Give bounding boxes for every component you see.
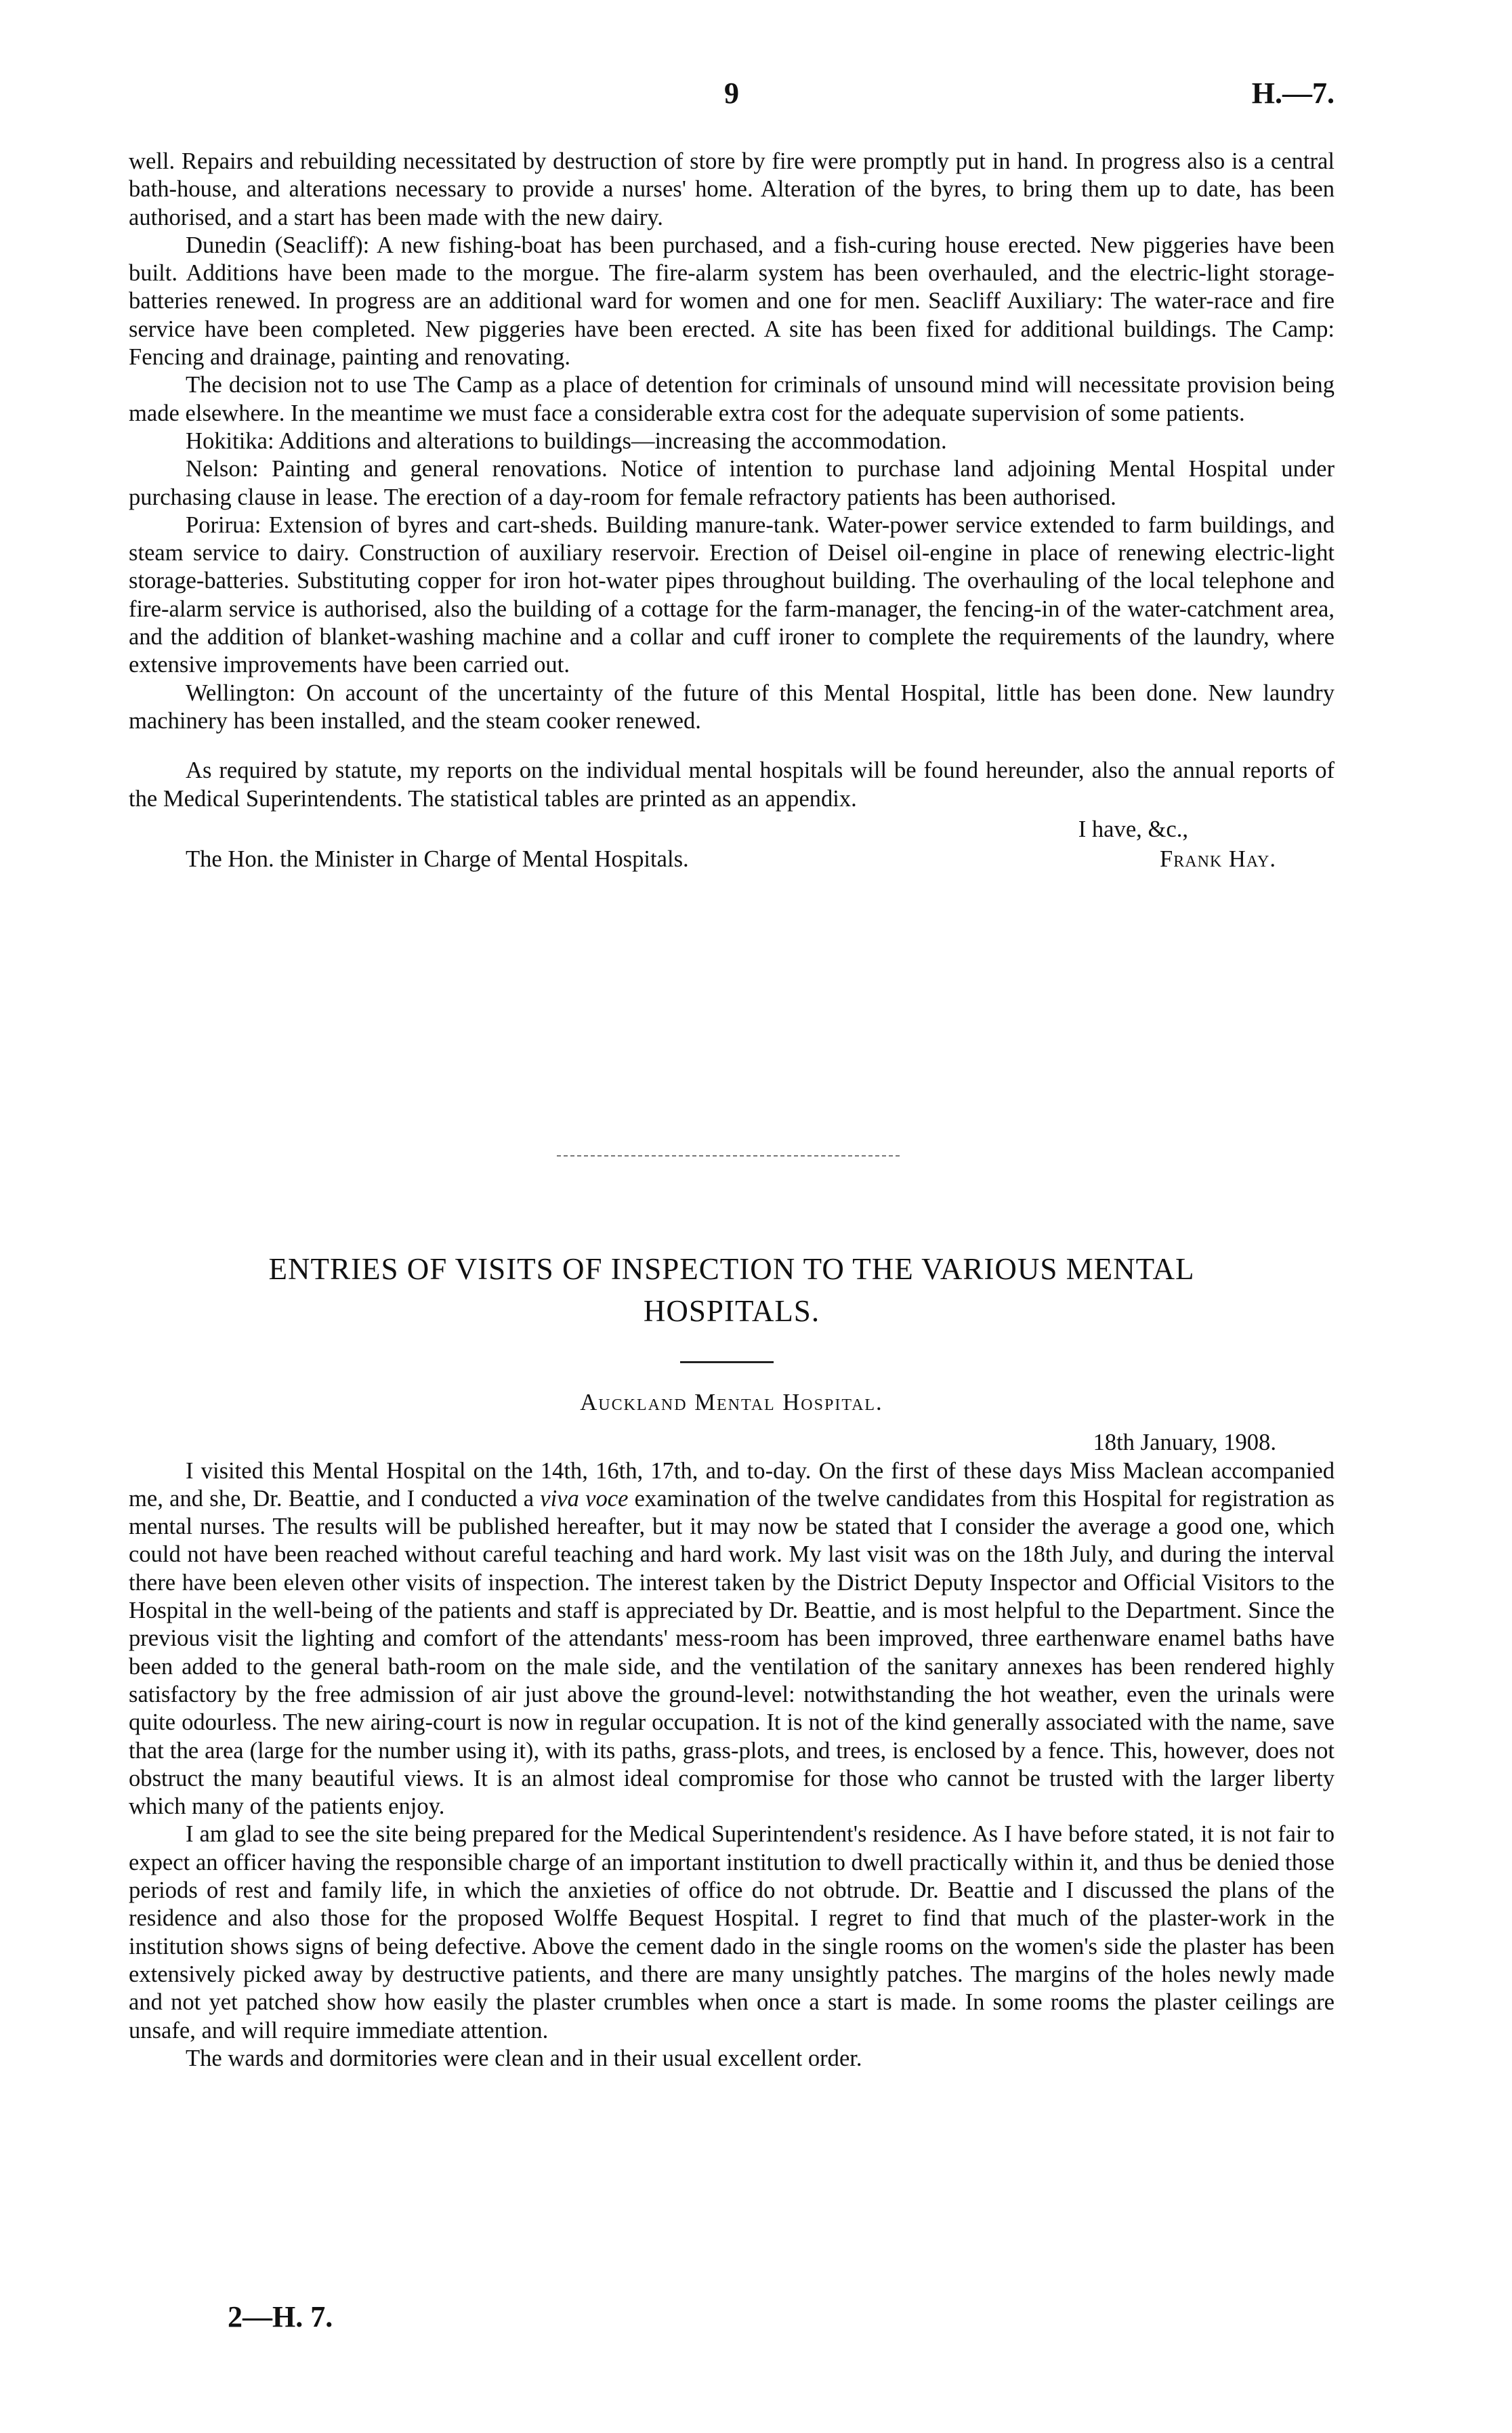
- paragraph-text: On account of the uncertainty of the future of this Mental Hospital, little has been done. New laundry machinery has been installed, and the steam cooker renewed.: [129, 680, 1335, 734]
- paragraph-text: I am glad to see the site being prepared for the Medical Superintendent's residence. As I have before stated, it is not fair to expect an officer having the responsible charge of an important institution to dwell practically within it, and thus be denied those periods of rest and family life, in which the anxieties of office do not obtrude. Dr. Beattie and I discussed the plans of the residence and also those for the proposed Wolffe Bequest Hospital. I regret to find that much of the plaster-work in the institution shows signs of being defective. Above the cement dado in the single rooms on the women's side the plaster has been extensively picked away by destructive patients, and there are many unsightly patches. The margins of the holes newly made and not yet patched show how easily the plaster crumbles when once a start is made. In some rooms the plaster ceilings are unsafe, and will require immediate attention.: [129, 1821, 1335, 2043]
- section-title-line-2: HOSPITALS.: [643, 1294, 820, 1328]
- hospital-subheading: Auckland Mental Hospital.: [580, 1390, 883, 1415]
- section-title: [129, 1248, 1335, 1332]
- document-reference: H.—7.: [1251, 77, 1335, 110]
- inspection-entries: [129, 1389, 1335, 2073]
- paragraph-text: The decision not to use The Camp as a place of detention for criminals of unsound mind will necessitate provision being made elsewhere. In the meantime we must face a considerable extra cost for the adequate supervision of some patients.: [129, 372, 1335, 426]
- paragraph-text: As required by statute, my reports on the individual mental hospitals will be found hereunder, also the annual reports of the Medical Superintendents. The statistical tables are printed as an appendix.: [129, 757, 1335, 812]
- report-body: [129, 148, 1335, 874]
- entry-paragraph-wards: [129, 2045, 1335, 2073]
- paragraph-hokitika: [129, 428, 1335, 455]
- paragraph-dunedin: [129, 232, 1335, 371]
- paragraph-continuation: [129, 148, 1335, 232]
- addressee: The Hon. the Minister in Charge of Mental Hospitals.: [186, 846, 689, 872]
- signature-closing: I have, &c.,: [1078, 816, 1188, 842]
- signature-name: Frank Hay.: [1160, 846, 1276, 872]
- paragraph-text: Painting and general renovations. Notice of intention to purchase land adjoining Mental Hospital under purchasing clause in lease. The erection of a day-room for female refractory patients has been authorised.: [129, 456, 1335, 510]
- paragraph-text: The wards and dormitories were clean and in their usual excellent order.: [186, 2045, 862, 2071]
- paragraph-lead: Nelson:: [186, 456, 259, 482]
- paragraph-statute: [129, 757, 1335, 813]
- section-title-line-1: ENTRIES OF VISITS OF INSPECTION TO THE VARIOUS MENTAL: [268, 1252, 1195, 1286]
- paragraph-text: Extension of byres and cart-sheds. Building manure-tank. Water-power service extended to farm buildings, and steam service to dairy. Construction of auxiliary reservoir. Erection of Deisel oil-engine in place of renewing electric-light storage-batteries. Substituting copper for iron hot-water pipes throughout building. The overhauling of the local telephone and fire-alarm service is authorised, also the building of a cottage for the farm-manager, the fencing-in of the water-catchment area, and the addition of blanket-washing machine and a collar and cuff ironer to complete the requirements of the laundry, where extensive improvements have been carried out.: [129, 512, 1335, 678]
- paragraph-camp-decision: [129, 371, 1335, 428]
- section-divider: [557, 1155, 900, 1157]
- page-number: 9: [724, 77, 739, 110]
- printer-signature-mark: 2—H. 7.: [228, 2300, 333, 2333]
- paragraph-text: well. Repairs and rebuilding necessitated by destruction of store by fire were promptly put in hand. In progress also is a central bath-house, and alterations necessary to provide a nurses' home. Alteration of the byres, to bring them up to date, has been authorised, and a start has been made with the new dairy.: [129, 148, 1335, 230]
- paragraph-lead: Wellington:: [186, 680, 296, 706]
- paragraph-wellington: [129, 680, 1335, 736]
- paragraph-lead: Porirua:: [186, 512, 261, 538]
- paragraph-nelson: [129, 455, 1335, 512]
- paragraph-lead: Hokitika:: [186, 428, 274, 454]
- paragraph-lead: Dunedin (Seacliff):: [186, 232, 370, 258]
- paragraph-porirua: [129, 512, 1335, 680]
- paragraph-italic: viva voce: [540, 1485, 629, 1512]
- signature-block: [129, 816, 1335, 874]
- title-rule: [680, 1361, 774, 1363]
- entry-paragraph-residence: [129, 1821, 1335, 2044]
- entry-paragraph-visit: [129, 1457, 1335, 1821]
- entry-date: 18th January, 1908.: [1093, 1430, 1276, 1456]
- paragraph-text: examination of the twelve candidates from this Hospital for registration as mental nurses. The results will be published hereafter, but it may now be stated that I consider the average a good one, which could not have been reached without careful teaching and hard work. My last visit was on the 18th July, and during the interval there have been eleven other visits of inspection. The interest taken by the District Deputy Inspector and Official Visitors to the Hospital in the well-being of the patients and staff is appreciated by Dr. Beattie, and is most helpful to the Department. Since the previous visit the lighting and comfort of the attendants' mess-room has been improved, three earthenware enamel baths have been added to the general bath-room on the male side, and the ventilation of the sanitary annexes has been rendered highly satisfactory by the free admission of air just above the ground-level: notwithstanding the hot weather, even the urinals were quite odourless. The new airing-court is now in regular occupation. It is not of the kind generally associated with the name, save that the area (large for the number using it), with its paths, grass-plots, and trees, is enclosed by a fence. This, however, does not obstruct the many beautiful views. It is an almost ideal compromise for those who cannot be trusted with the larger liberty which many of the patients enjoy.: [129, 1485, 1335, 1820]
- paragraph-text: I visited this Mental Hospital on the 14th, 16th, 17th, and to-day. On the first of these days Miss Maclean accompanied me, and she, Dr. Beattie, and I conducted a: [129, 1457, 1335, 1512]
- paragraph-text: A new fishing-boat has been purchased, and a fish-curing house erected. New piggeries have been built. Additions have been made to the morgue. The fire-alarm system has been overhauled, and the electric-light storage-batteries renewed. In progress are an additional ward for women and one for men. Seacliff Auxiliary: The water-race and fire service have been completed. New piggeries have been erected. A site has been fixed for additional buildings. The Camp: Fencing and drainage, painting and renovating.: [129, 232, 1335, 371]
- paragraph-text: Additions and alterations to buildings—increasing the accommodation.: [274, 428, 947, 454]
- page-header: [129, 76, 1335, 123]
